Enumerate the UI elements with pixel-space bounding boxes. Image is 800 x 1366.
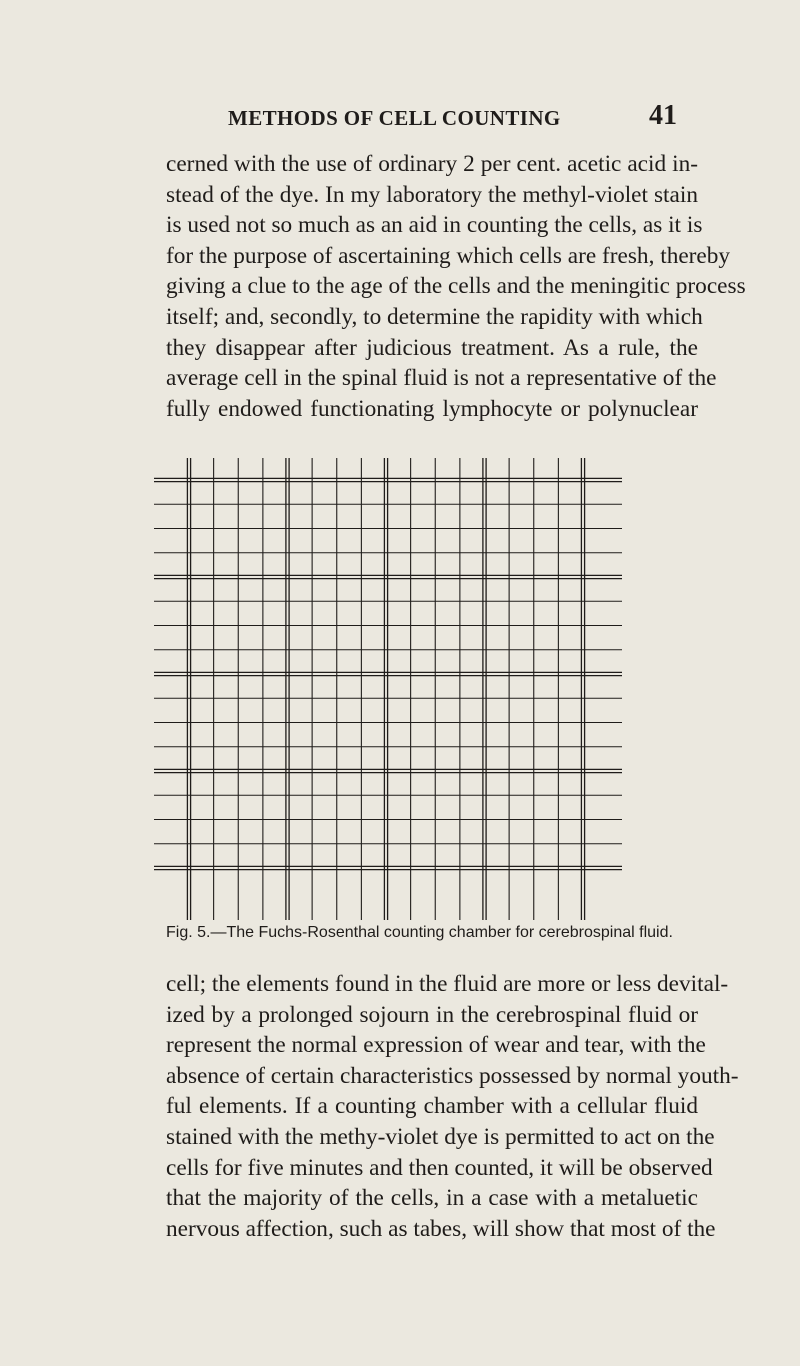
paragraph-bottom bbox=[166, 969, 739, 1244]
text-line: stead of the dye. In my laboratory the methyl-violet stain bbox=[166, 181, 698, 208]
text-line: ized by a prolonged sojourn in the cerebrospinal fluid or bbox=[166, 1001, 698, 1028]
paragraph-top bbox=[166, 149, 746, 424]
text-line: giving a clue to the age of the cells and the meningitic process bbox=[166, 273, 746, 300]
text-line: for the purpose of ascertaining which cells are fresh, thereby bbox=[166, 242, 731, 269]
text-line: stained with the methy-violet dye is permitted to act on the bbox=[166, 1123, 715, 1150]
figure-caption: Fig. 5.—The Fuchs-Rosenthal counting chamber for cerebrospinal fluid. bbox=[166, 924, 673, 941]
text-line: nervous affection, such as tabes, will show that most of the bbox=[166, 1215, 716, 1242]
text-line: is used not so much as an aid in counting the cells, as it is bbox=[166, 212, 703, 239]
text-line: cells for five minutes and then counted, it will be observed bbox=[166, 1154, 713, 1181]
text-line: absence of certain characteristics possessed by normal youth- bbox=[166, 1062, 739, 1089]
text-line: itself; and, secondly, to determine the rapidity with which bbox=[166, 303, 703, 330]
counting-chamber-figure bbox=[150, 458, 630, 920]
text-line: they disappear after judicious treatment. As a rule, the bbox=[166, 334, 698, 361]
text-line: average cell in the spinal fluid is not a representative of the bbox=[166, 365, 717, 392]
text-line: that the majority of the cells, in a case with a metaluetic bbox=[166, 1185, 698, 1212]
text-line: ful elements. If a counting chamber with a cellular fluid bbox=[166, 1093, 698, 1120]
text-line: cell; the elements found in the fluid are more or less devital- bbox=[166, 971, 729, 997]
running-head: METHODS OF CELL COUNTING bbox=[228, 106, 561, 130]
text-line: represent the normal expression of wear and tear, with the bbox=[166, 1032, 706, 1059]
text-line: fully endowed functionating lymphocyte or polynuclear bbox=[166, 395, 698, 422]
counting-chamber-grid bbox=[150, 458, 630, 920]
page-number: 41 bbox=[649, 100, 677, 131]
text-line: cerned with the use of ordinary 2 per cent. acetic acid in- bbox=[166, 151, 698, 177]
